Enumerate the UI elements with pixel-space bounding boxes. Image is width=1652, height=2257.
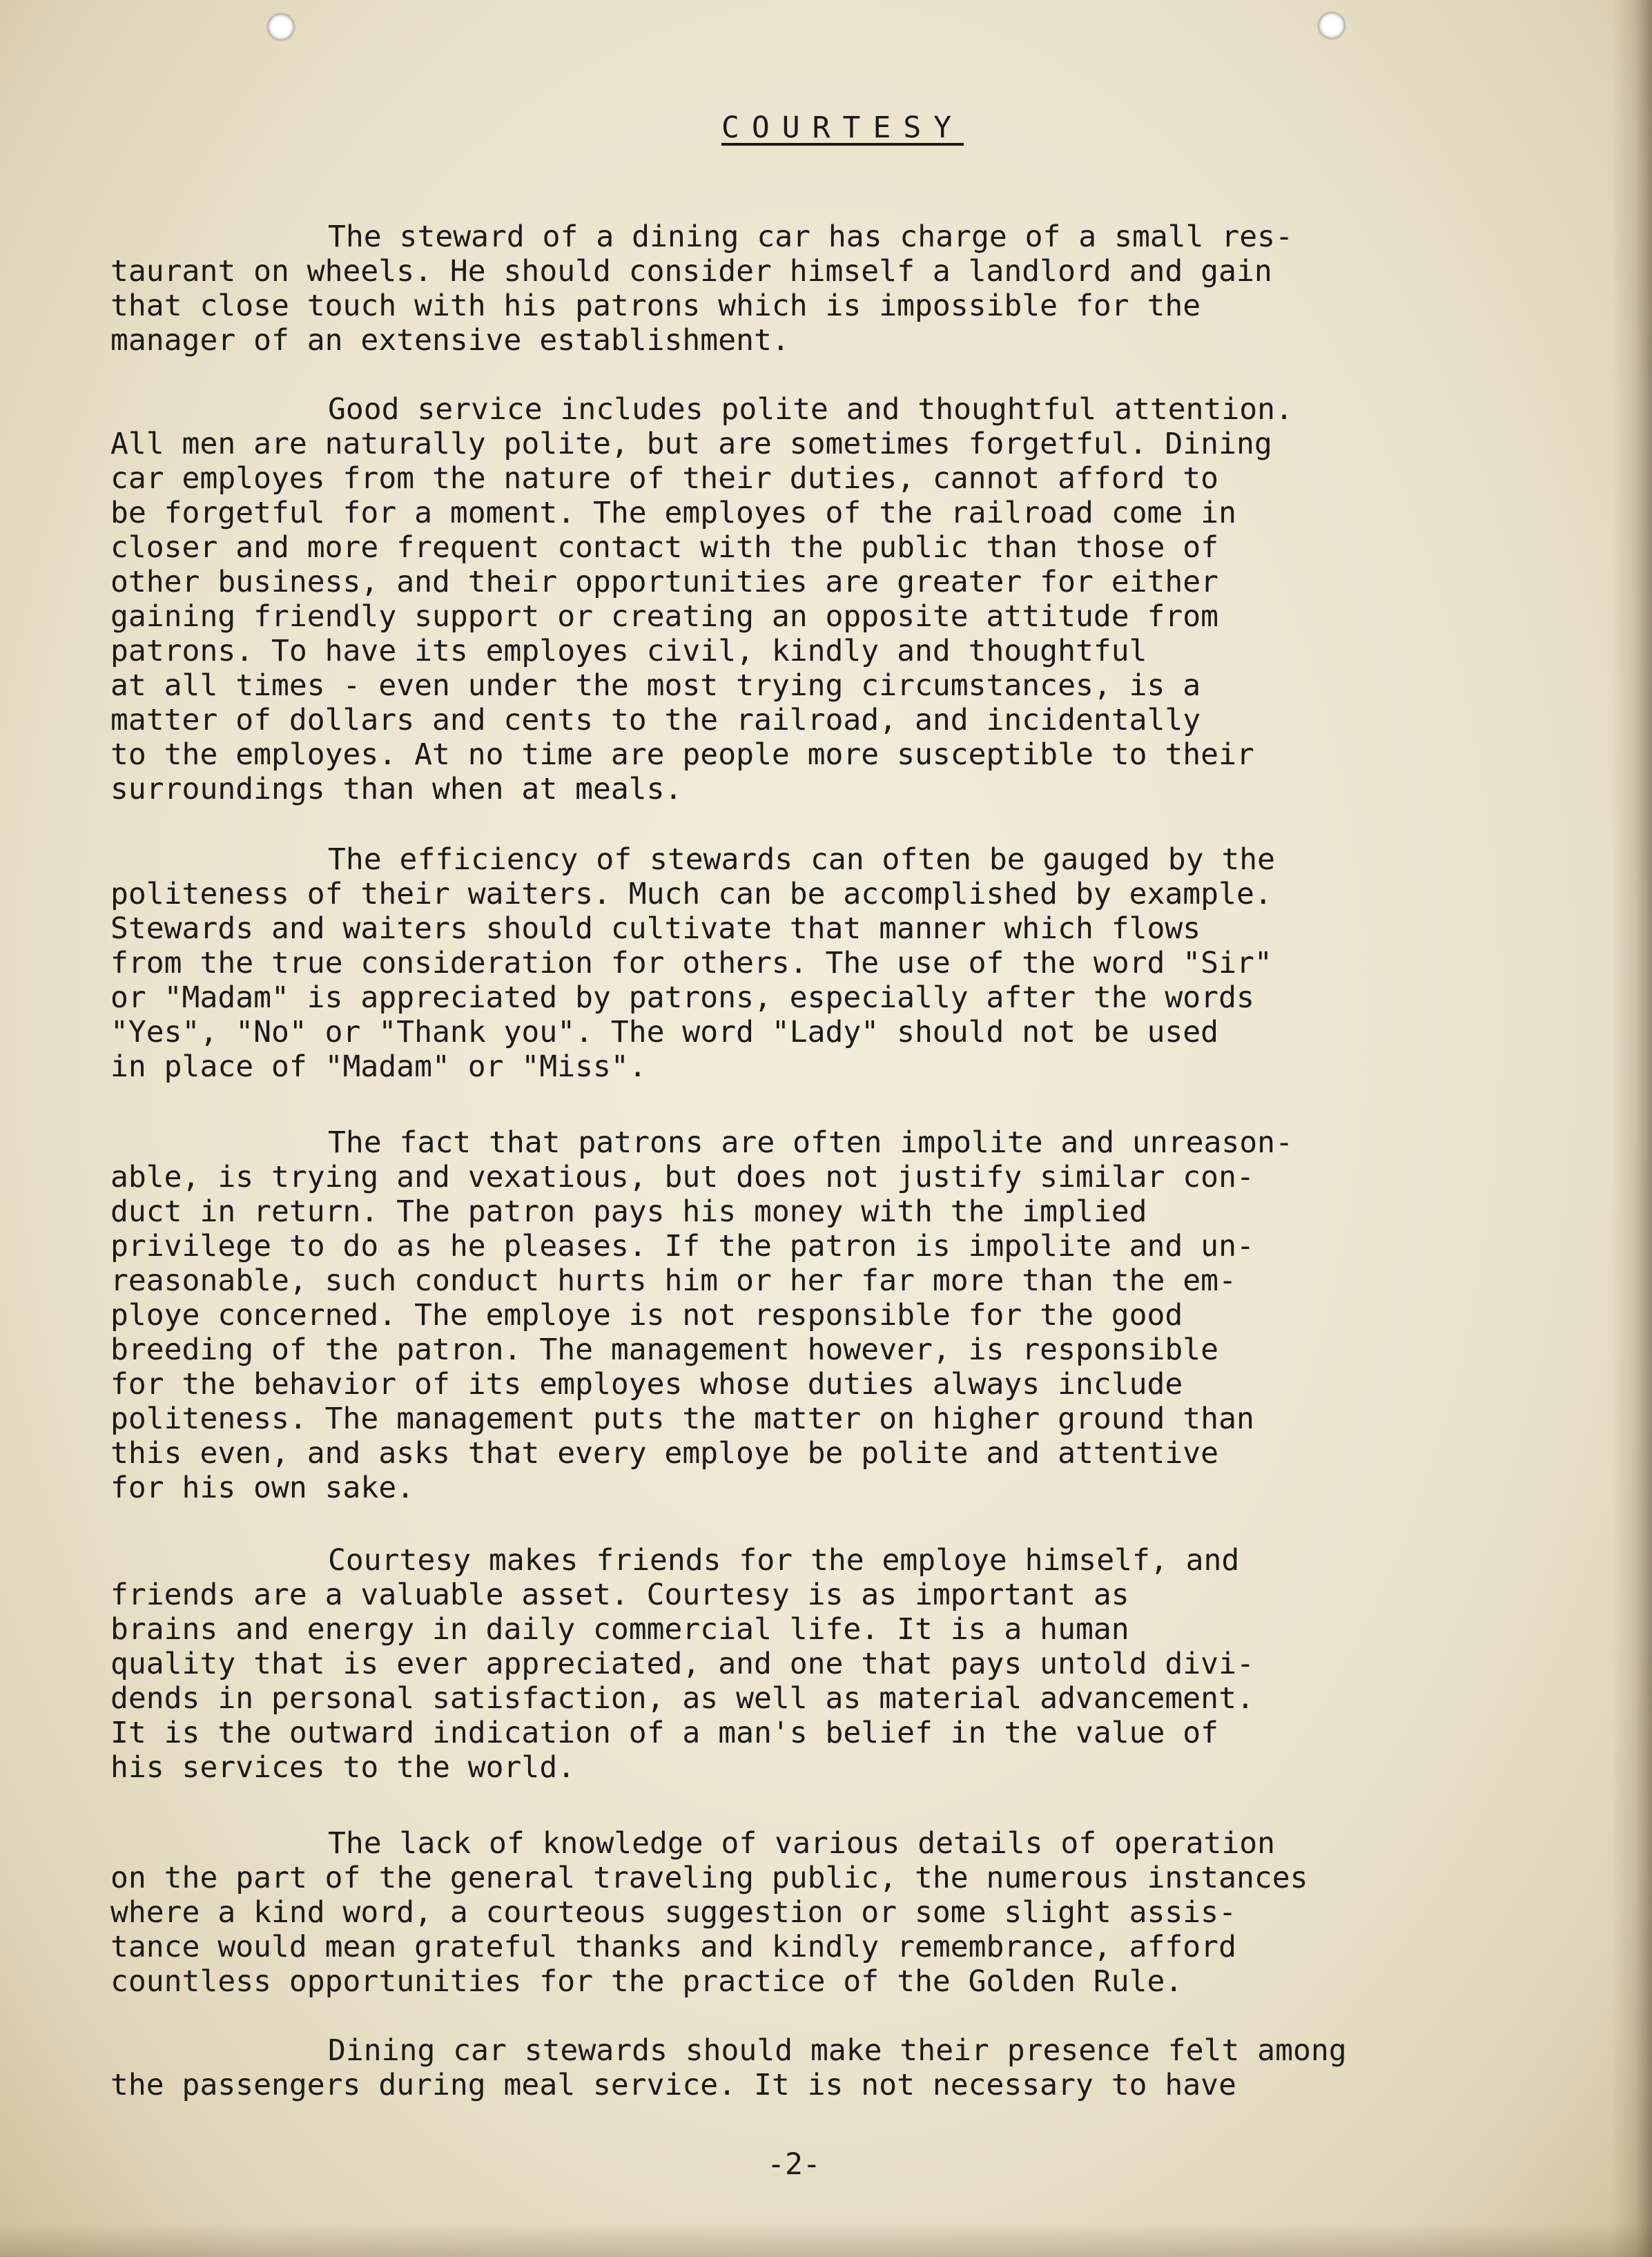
paragraph-line: be forgetful for a moment. The employes of the railroad come in xyxy=(110,496,1236,530)
paragraph-line: patrons. To have its employes civil, kindly and thoughtful xyxy=(110,634,1147,668)
paragraph-line: The efficiency of stewards can often be gauged by the xyxy=(328,842,1276,877)
page-number: -2- xyxy=(767,2147,821,2182)
paragraph-line: car employes from the nature of their duties, cannot afford to xyxy=(110,461,1219,496)
paragraph-line: the passengers during meal service. It is not necessary to have xyxy=(110,2068,1236,2102)
paragraph-stewards-presence xyxy=(110,2033,1533,2102)
paragraph-line: friends are a valuable asset. Courtesy is as important as xyxy=(110,1578,1129,1612)
paragraph-line: duct in return. The patron pays his money with the implied xyxy=(110,1194,1147,1229)
paragraph-line: countless opportunities for the practice of the Golden Rule. xyxy=(110,1964,1183,1999)
paragraph-line: from the true consideration for others. The use of the word "Sir" xyxy=(110,946,1272,980)
paragraph-line: closer and more frequent contact with the public than those of xyxy=(110,530,1219,565)
paragraph-line: where a kind word, a courteous suggestion or some slight assis- xyxy=(110,1895,1236,1930)
paragraph-line: politeness. The management puts the matter on higher ground than xyxy=(110,1402,1254,1436)
paragraph-line: for the behavior of its employes whose duties always include xyxy=(110,1367,1183,1402)
paragraph-line: "Yes", "No" or "Thank you". The word "Lady" should not be used xyxy=(110,1015,1219,1049)
paragraph-line: at all times - even under the most trying circumstances, is a xyxy=(110,668,1201,703)
paragraph-efficiency-of-stewards xyxy=(110,842,1533,1084)
paragraph-line: reasonable, such conduct hurts him or her far more than the em- xyxy=(110,1263,1236,1298)
paragraph-line: breeding of the patron. The management however, is responsible xyxy=(110,1333,1219,1367)
paragraph-line: politeness of their waiters. Much can be accomplished by example. xyxy=(110,877,1272,911)
paragraph-line: Dining car stewards should make their presence felt among xyxy=(328,2033,1347,2068)
paragraph-line: other business, and their opportunities are greater for either xyxy=(110,565,1219,599)
paragraph-line: able, is trying and vexatious, but does not justify similar con- xyxy=(110,1160,1254,1194)
paragraph-line: All men are naturally polite, but are sometimes forgetful. Dining xyxy=(110,427,1272,461)
paragraph-line: or "Madam" is appreciated by patrons, especially after the words xyxy=(110,980,1254,1015)
paragraph-line: privilege to do as he pleases. If the patron is impolite and un- xyxy=(110,1229,1254,1263)
paragraph-line: gaining friendly support or creating an opposite attitude from xyxy=(110,599,1219,634)
paragraph-line: this even, and asks that every employe be polite and attentive xyxy=(110,1436,1219,1471)
paragraph-line: taurant on wheels. He should consider himself a landlord and gain xyxy=(110,254,1272,289)
paragraph-line: Good service includes polite and thoughtful attention. xyxy=(328,392,1293,427)
paragraph-line: matter of dollars and cents to the railroad, and incidentally xyxy=(110,703,1201,737)
paragraph-line: to the employes. At no time are people more susceptible to their xyxy=(110,737,1254,772)
paragraph-line: It is the outward indication of a man's belief in the value of xyxy=(110,1716,1219,1750)
paragraph-courtesy-makes-friends xyxy=(110,1543,1533,1785)
paragraph-line: on the part of the general traveling public, the numerous instances xyxy=(110,1861,1308,1895)
paragraph-line: brains and energy in daily commercial life. It is a human xyxy=(110,1612,1129,1647)
paragraph-line: tance would mean grateful thanks and kindly remembrance, afford xyxy=(110,1930,1236,1964)
paragraph-line: his services to the world. xyxy=(110,1750,576,1785)
paragraph-line: The lack of knowledge of various details of operation xyxy=(328,1826,1276,1861)
paragraph-good-service xyxy=(110,392,1533,806)
paragraph-line: quality that is ever appreciated, and one that pays untold divi- xyxy=(110,1647,1254,1681)
paragraph-line: Stewards and waiters should cultivate that manner which flows xyxy=(110,911,1201,946)
paragraph-lack-of-knowledge xyxy=(110,1826,1533,1999)
paragraph-line: Courtesy makes friends for the employe himself, and xyxy=(328,1543,1240,1578)
paragraph-impolite-patrons xyxy=(110,1125,1533,1505)
paragraph-line: The steward of a dining car has charge of a small res- xyxy=(328,220,1293,254)
paragraph-line: surroundings than when at meals. xyxy=(110,772,683,806)
paragraph-line: ploye concerned. The employe is not responsible for the good xyxy=(110,1298,1183,1333)
paragraph-line: dends in personal satisfaction, as well as material advancement. xyxy=(110,1681,1254,1716)
paragraph-line: for his own sake. xyxy=(110,1471,415,1505)
paragraph-line: The fact that patrons are often impolite and unreason- xyxy=(328,1125,1293,1160)
paragraph-dining-car-steward xyxy=(110,220,1533,358)
page-title: COURTESY xyxy=(721,110,964,145)
paragraph-line: manager of an extensive establishment. xyxy=(110,323,790,358)
paragraph-line: in place of "Madam" or "Miss". xyxy=(110,1049,647,1084)
paragraph-line: that close touch with his patrons which is impossible for the xyxy=(110,289,1201,323)
